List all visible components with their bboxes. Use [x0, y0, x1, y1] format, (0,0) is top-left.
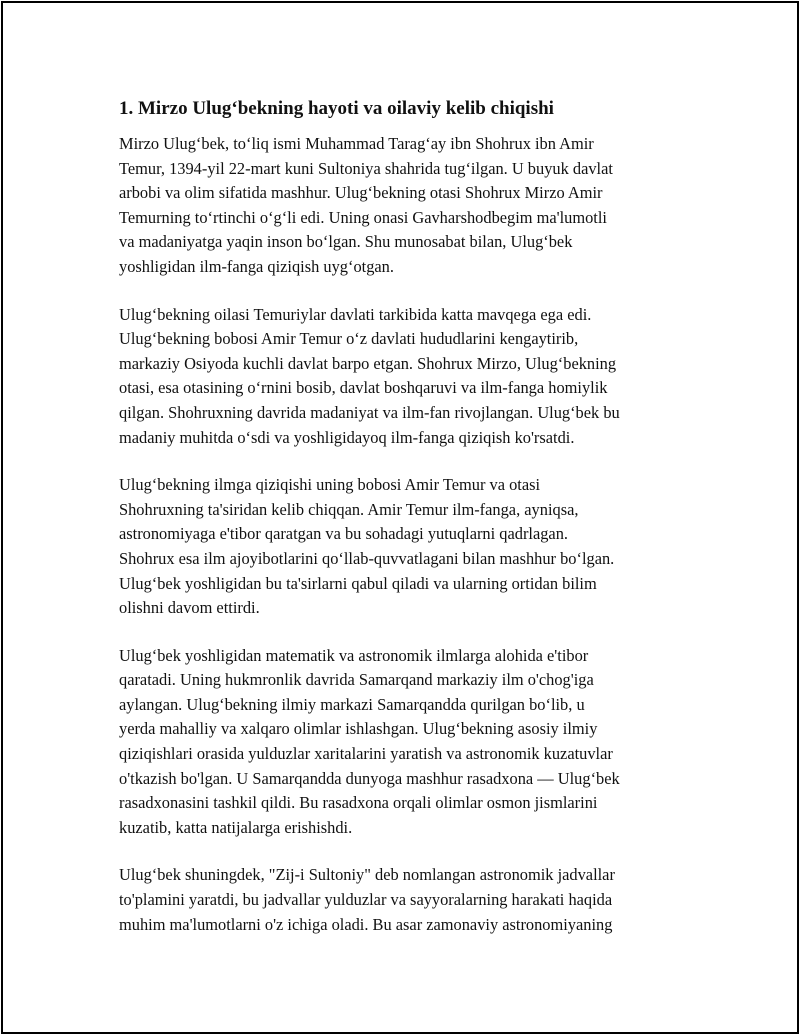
page [1, 1, 799, 1034]
paragraph-zij [119, 863, 689, 937]
text-line: Ulug‘bekning bobosi Amir Temur o‘z davlati hududlarini kengaytirib, [119, 329, 579, 349]
paragraph-family [119, 303, 689, 451]
paragraph-influence [119, 473, 689, 621]
section-heading: 1. Mirzo Ulug‘bekning hayoti va oilaviy kelib chiqishi [119, 98, 554, 119]
text-line: arbobi va olim sifatida mashhur. Ulug‘bekning otasi Shohrux Mirzo Amir [119, 183, 603, 203]
text-line: Ulug‘bek yoshligidan matematik va astronomik ilmlarga alohida e'tibor [119, 645, 589, 665]
text-line: qilgan. Shohruxning davrida madaniyat va ilm-fan rivojlangan. Ulug‘bek bu [119, 402, 620, 422]
text-line: rasadxonasini tashkil qildi. Bu rasadxona orqali olimlar osmon jismlarini [119, 793, 598, 813]
text-line: Shohrux esa ilm ajoyibotlarini qo‘llab-quvvatlagani bilan mashhur bo‘lgan. [119, 548, 615, 568]
paragraph-science [119, 644, 689, 841]
text-line: aylangan. Ulug‘bekning ilmiy markazi Samarqandda qurilgan bo‘lib, u [119, 694, 585, 714]
text-line: otasi, esa otasining o‘rnini bosib, davlat boshqaruvi va ilm-fanga homiylik [119, 378, 608, 398]
text-line: to'plamini yaratdi, bu jadvallar yulduzlar va sayyoralarning harakati haqida [119, 890, 613, 910]
text-line: o'tkazish bo'lgan. U Samarqandda dunyoga mashhur rasadxona — Ulug‘bek [119, 768, 620, 788]
text-line: va madaniyatga yaqin inson bo‘lgan. Shu munosabat bilan, Ulug‘bek [119, 232, 573, 252]
text-line: Temurning to‘rtinchi o‘g‘li edi. Uning onasi Gavharshodbegim ma'lumotli [119, 207, 607, 227]
text-line: qaratadi. Uning hukmronlik davrida Samarqand markaziy ilm o'chog'iga [119, 670, 594, 690]
text-line: markaziy Osiyoda kuchli davlat barpo etgan. Shohrux Mirzo, Ulug‘bekning [119, 353, 617, 373]
text-line: Ulug‘bek yoshligidan bu ta'sirlarni qabul qiladi va ularning ortidan bilim [119, 573, 597, 593]
text-line: Temur, 1394-yil 22-mart kuni Sultoniya shahrida tug‘ilgan. U buyuk davlat [119, 158, 613, 178]
text-line: Ulug‘bek shuningdek, "Zij-i Sultoniy" deb nomlangan astronomik jadvallar [119, 865, 615, 885]
text-line: kuzatib, katta natijalarga erishishdi. [119, 817, 353, 837]
text-line: yerda mahalliy va xalqaro olimlar ishlashgan. Ulug‘bekning asosiy ilmiy [119, 719, 598, 739]
text-line: olishni davom ettirdi. [119, 598, 260, 618]
document-body [119, 97, 689, 960]
paragraph-birth [119, 132, 689, 280]
text-line: madaniy muhitda o‘sdi va yoshligidayoq ilm-fanga qiziqish ko'rsatdi. [119, 427, 575, 447]
text-line: Ulug‘bekning oilasi Temuriylar davlati tarkibida katta mavqega ega edi. [119, 304, 592, 324]
text-line: astronomiyaga e'tibor qaratgan va bu sohadagi yutuqlarni qadrlagan. [119, 524, 568, 544]
text-line: Mirzo Ulug‘bek, to‘liq ismi Muhammad Tarag‘ay ibn Shohrux ibn Amir [119, 134, 594, 153]
text-line: Shohruxning ta'siridan kelib chiqqan. Amir Temur ilm-fanga, ayniqsa, [119, 499, 579, 519]
text-line: Ulug‘bekning ilmga qiziqishi uning bobosi Amir Temur va otasi [119, 475, 541, 495]
text-line: yoshligidan ilm-fanga qiziqish uyg‘otgan. [119, 256, 394, 276]
text-line: muhim ma'lumotlarni o'z ichiga oladi. Bu asar zamonaviy astronomiyaning [119, 914, 613, 934]
text-line: qiziqishlari orasida yulduzlar xaritalarini yaratish va astronomik kuzatuvlar [119, 744, 613, 764]
